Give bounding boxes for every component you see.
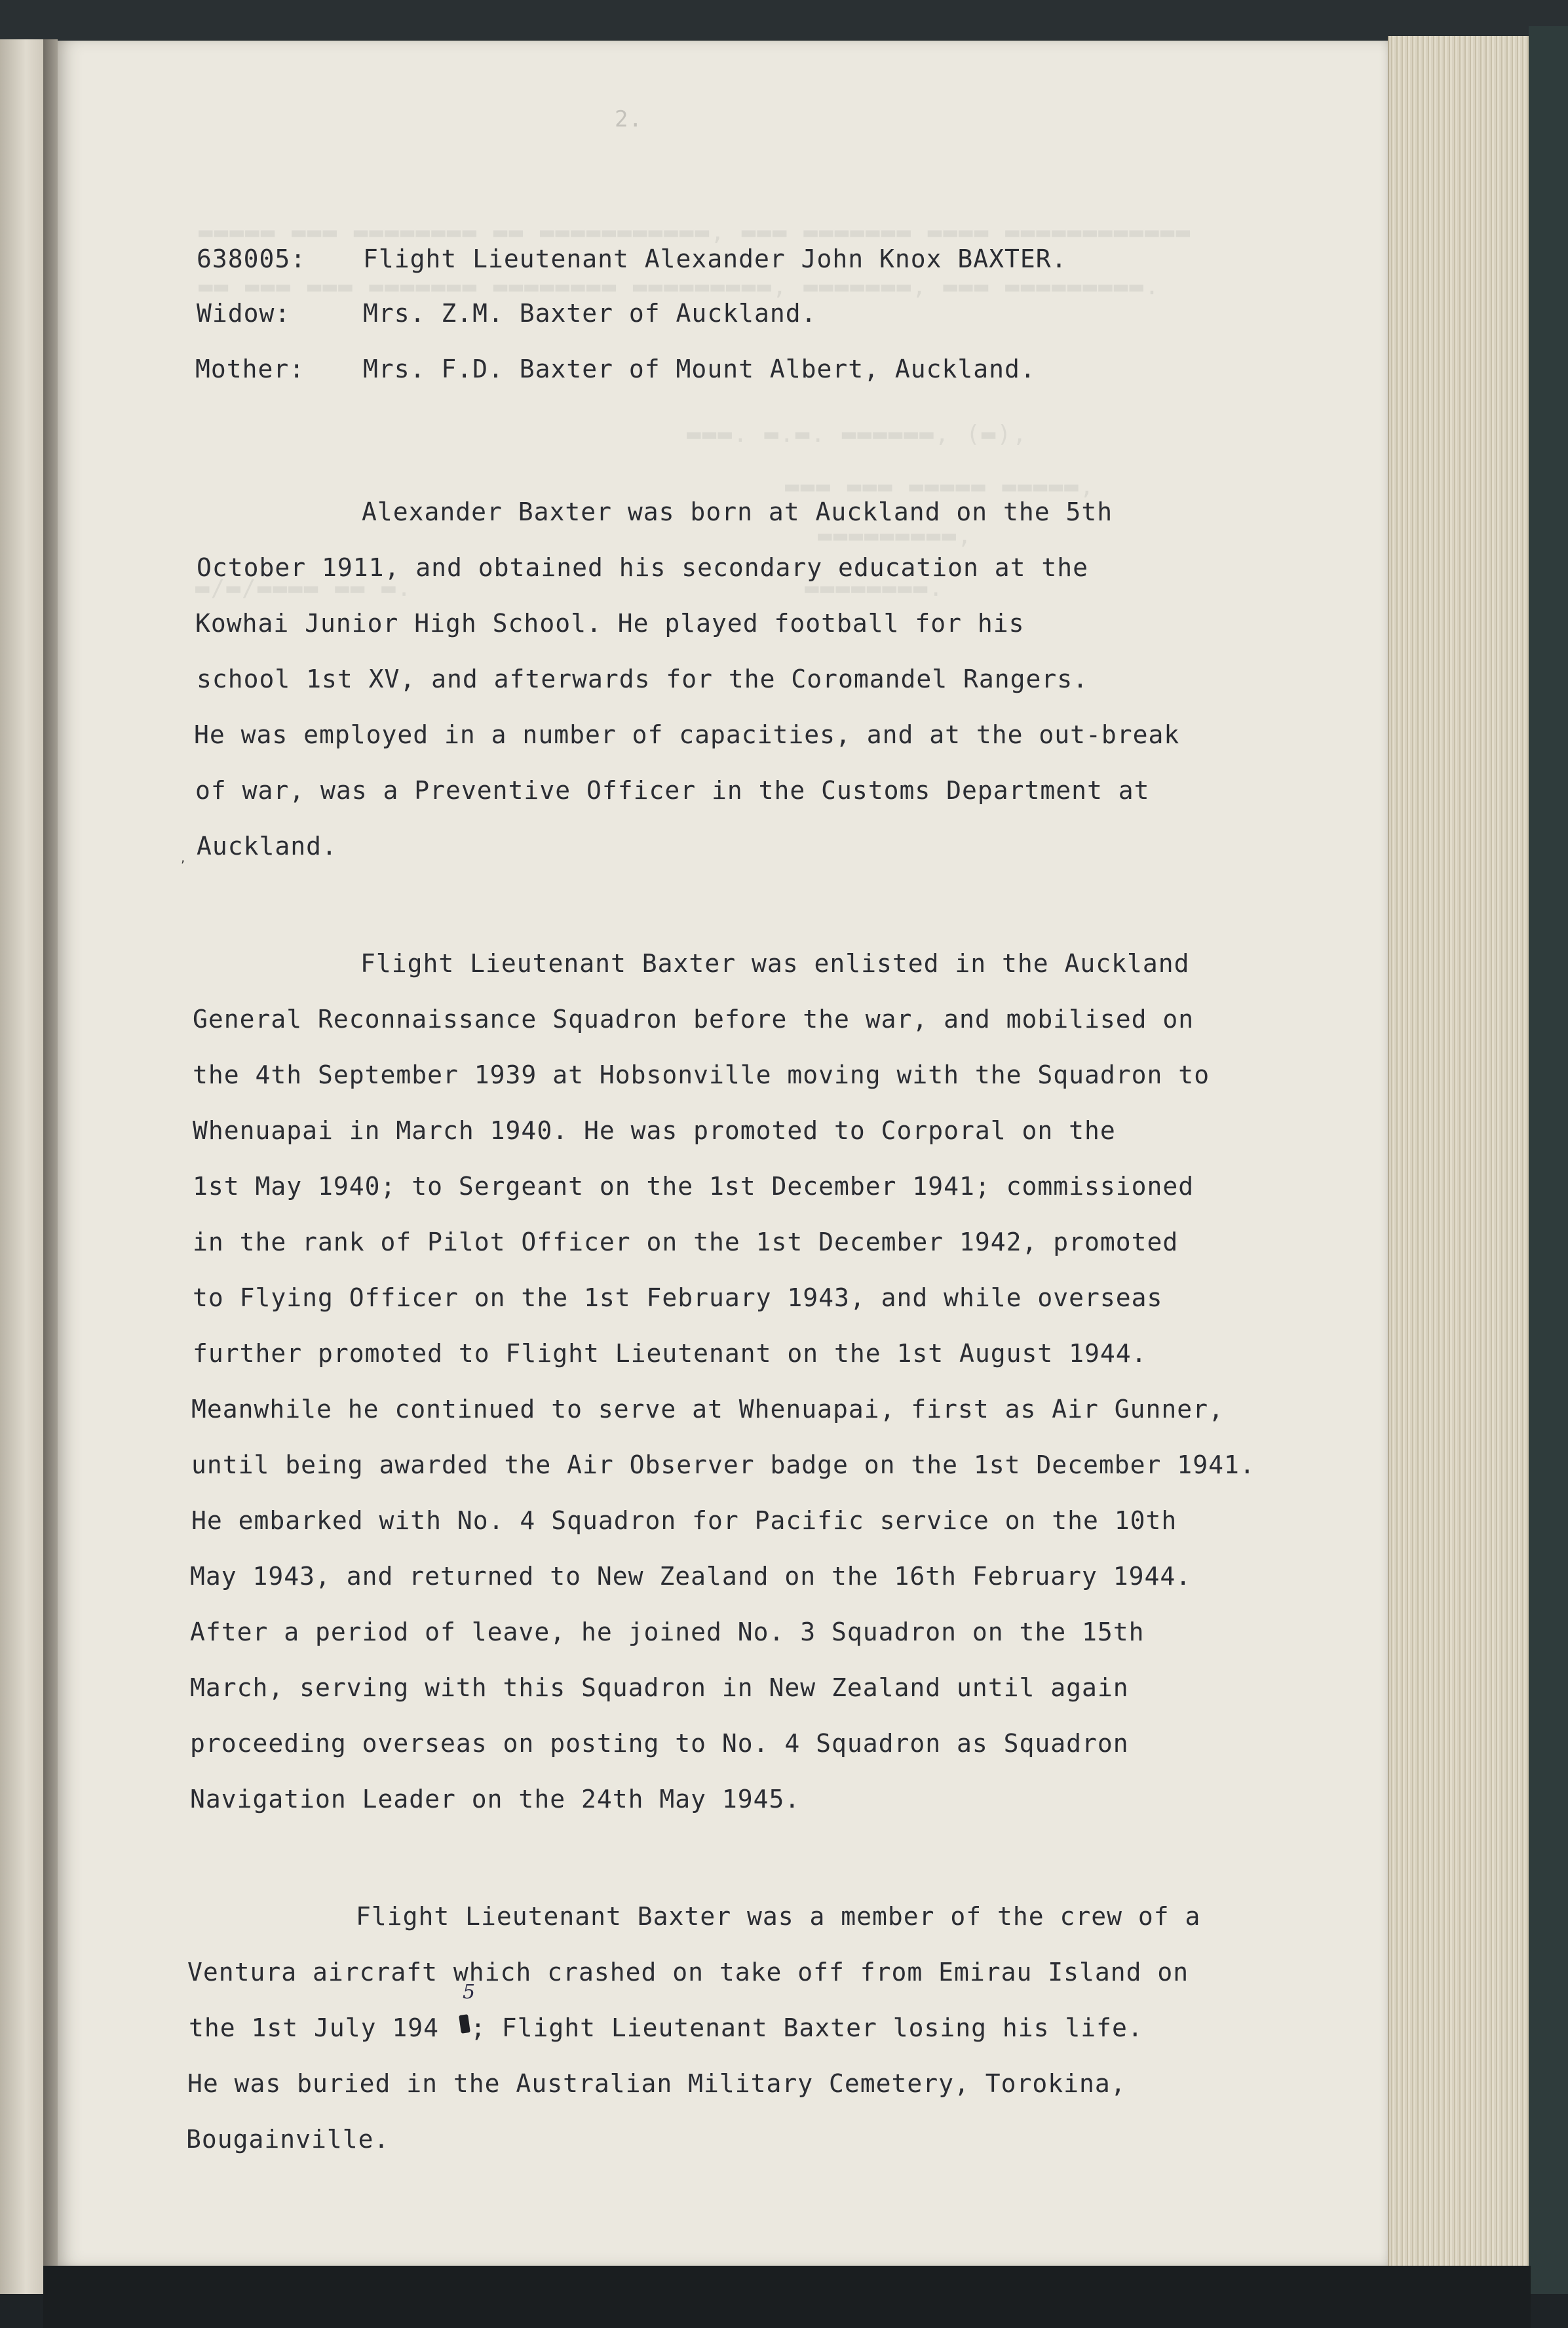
paragraph-line: Bougainville. <box>186 2125 390 2154</box>
mother-label: Mother: <box>195 355 305 383</box>
paragraph-line: Alexander Baxter was born at Auckland on the 5th <box>362 497 1113 526</box>
paragraph-line: to Flying Officer on the 1st February 1943, and while overseas <box>193 1283 1163 1312</box>
book-back-cover <box>1529 26 1568 2294</box>
document-page <box>58 41 1388 2266</box>
paragraph-line: of war, was a Preventive Officer in the Customs Department at <box>195 776 1150 805</box>
paragraph-line: proceeding overseas on posting to No. 4 Squadron as Squadron <box>190 1729 1129 1758</box>
bleed-through-text: ▬▬▬▬▬ ▬▬▬ ▬▬▬▬▬▬▬▬ ▬▬ ▬▬▬▬▬▬▬▬▬▬▬, ▬▬▬ ▬▬▬▬▬▬▬ ▬▬▬▬ ▬▬▬▬▬▬▬▬▬▬▬▬ <box>199 219 1192 246</box>
bleed-through-text: ▬▬▬▬▬▬▬▬▬, <box>818 522 973 549</box>
paragraph-line: May 1943, and returned to New Zealand on the 16th February 1944. <box>190 1562 1192 1591</box>
paragraph-line: until being awarded the Air Observer badge on the 1st December 1941. <box>191 1450 1255 1479</box>
paragraph-line: He embarked with No. 4 Squadron for Pacific service on the 10th <box>191 1506 1177 1535</box>
service-number-label: 638005: <box>197 244 307 273</box>
paragraph-line: 1st May 1940; to Sergeant on the 1st December 1941; commissioned <box>193 1172 1195 1201</box>
paragraph-line: Kowhai Junior High School. He played football for his <box>195 609 1025 638</box>
paragraph-line-continuation: ; Flight Lieutenant Baxter losing his life. <box>470 2013 1143 2042</box>
paragraph-line: further promoted to Flight Lieutenant on the 1st August 1944. <box>193 1339 1147 1368</box>
left-page-edge <box>0 39 45 2294</box>
paragraph-line: After a period of leave, he joined No. 3 Squadron on the 15th <box>190 1618 1145 1646</box>
bottom-shadow <box>43 2266 1531 2328</box>
page-number: 2. <box>615 106 643 132</box>
widow-value: Mrs. Z.M. Baxter of Auckland. <box>363 299 817 328</box>
paragraph-line: October 1911, and obtained his secondary education at the <box>197 553 1089 582</box>
bleed-through-text: ▬▬▬▬▬▬▬▬. <box>805 575 945 602</box>
paragraph-line: Ventura aircraft which crashed on take off from Emirau Island on <box>187 1958 1189 1987</box>
paragraph-line: Navigation Leader on the 24th May 1945. <box>190 1785 801 1814</box>
paragraph-line: school 1st XV, and afterwards for the Coromandel Rangers. <box>197 665 1089 693</box>
paragraph-line: Auckland. <box>197 832 337 861</box>
bleed-through-text: ▬/▬/▬▬▬▬ ▬▬ ▬. <box>195 575 413 602</box>
paragraph-line: Flight Lieutenant Baxter was enlisted in the Auckland <box>360 949 1190 978</box>
mother-value: Mrs. F.D. Baxter of Mount Albert, Auckland. <box>363 355 1036 383</box>
paragraph-line: General Reconnaissance Squadron before the war, and mobilised on <box>193 1005 1195 1034</box>
widow-label: Widow: <box>197 299 291 328</box>
typed-over-digit <box>459 2014 470 2034</box>
book-gutter <box>43 39 58 2294</box>
book-cover-top <box>0 0 1568 46</box>
paragraph-line: He was buried in the Australian Military Cemetery, Torokina, <box>187 2069 1126 2098</box>
bleed-through-text: ▬▬▬ ▬▬▬ ▬▬▬▬▬ ▬▬▬▬▬, <box>785 473 1096 500</box>
bleed-through-text: ▬▬ ▬▬▬ ▬▬▬ ▬▬▬▬▬▬▬ ▬▬▬▬▬▬▬▬ ▬▬▬▬▬▬▬▬▬, ▬▬▬▬▬▬▬, ▬▬▬ ▬▬▬▬▬▬▬▬▬. <box>199 273 1160 300</box>
paragraph-line: He was employed in a number of capacities, and at the out-break <box>194 720 1180 749</box>
service-member-name: Flight Lieutenant Alexander John Knox BAXTER. <box>363 244 1067 273</box>
ink-mark: , <box>181 849 185 865</box>
paragraph-line: in the rank of Pilot Officer on the 1st December 1942, promoted <box>193 1228 1179 1256</box>
paragraph-line: March, serving with this Squadron in New Zealand until again <box>190 1673 1129 1702</box>
paragraph-line: Whenuapai in March 1940. He was promoted to Corporal on the <box>193 1116 1116 1145</box>
paragraph-line: the 4th September 1939 at Hobsonville moving with the Squadron to <box>193 1060 1210 1089</box>
bleed-through-text: ▬▬▬. ▬.▬. ▬▬▬▬▬▬, (▬), <box>687 421 1028 448</box>
page-stack-edge <box>1388 36 1530 2271</box>
paragraph-line: Meanwhile he continued to serve at Whenuapai, first as Air Gunner, <box>191 1395 1224 1424</box>
handwritten-correction: 5 <box>463 1981 476 2004</box>
paragraph-line: Flight Lieutenant Baxter was a member of the crew of a <box>356 1902 1201 1931</box>
paragraph-line-date: the 1st July 194 <box>189 2013 440 2042</box>
